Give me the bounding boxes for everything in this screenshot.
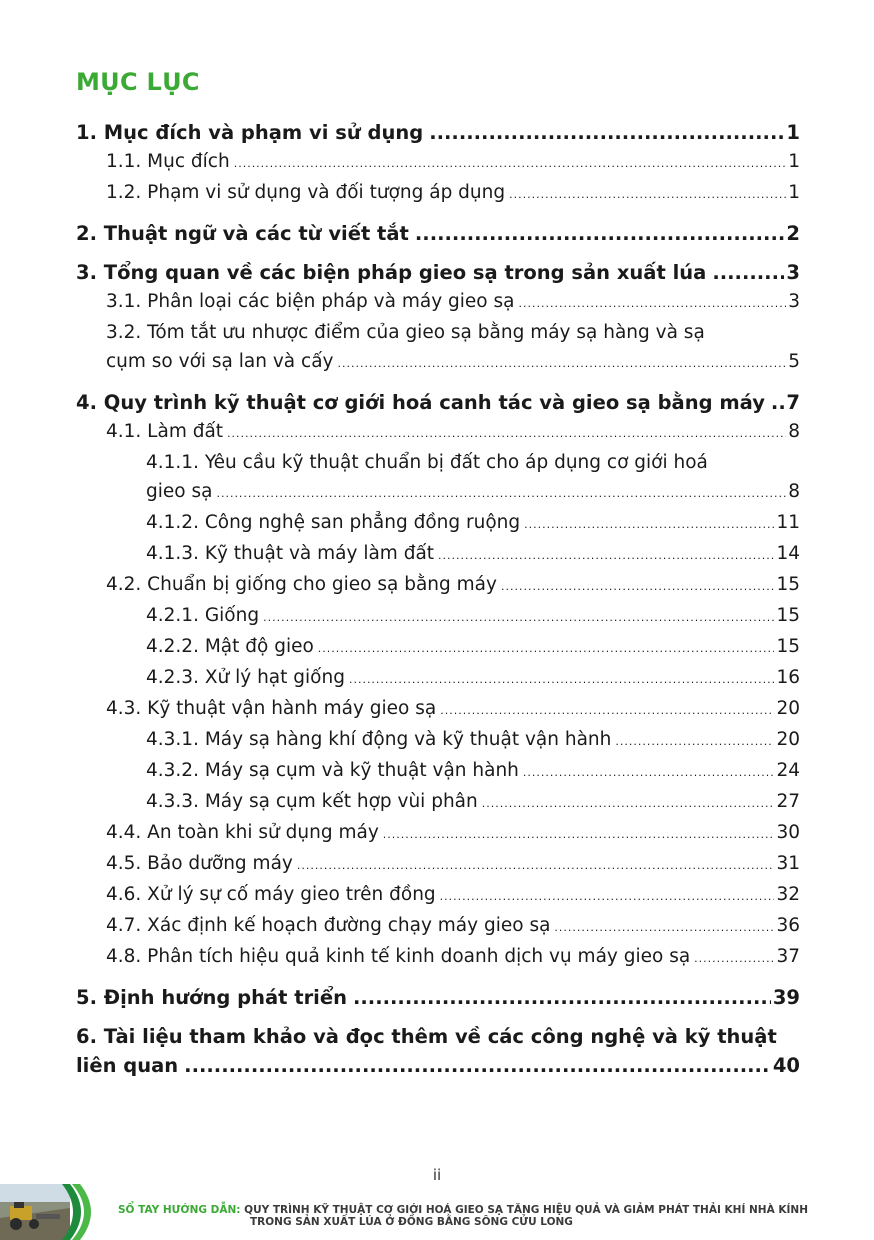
dot-leader [438, 541, 774, 570]
toc-entry-text: 4.3. Kỹ thuật vận hành máy gieo sạ [106, 698, 437, 719]
toc-page-number: 20 [776, 698, 800, 719]
toc-entry-text: 2. Thuật ngữ và các từ viết tắt [76, 222, 409, 245]
toc-entry[interactable] [76, 663, 800, 694]
dot-leader [184, 1051, 771, 1080]
toc-page-number: 30 [776, 822, 800, 843]
footer [0, 1184, 874, 1240]
toc-page-number: 15 [776, 605, 800, 626]
toc-page-number: 14 [776, 543, 800, 564]
footer-line-2: TRONG SẢN XUẤT LÚA Ở ĐỒNG BẰNG SÔNG CỬU LONG [250, 1216, 573, 1228]
toc-entry[interactable] [76, 942, 800, 973]
toc-entry[interactable] [76, 448, 800, 508]
toc-entry-text: 4.1.3. Kỹ thuật và máy làm đất [146, 543, 435, 564]
toc-entry[interactable] [76, 725, 800, 756]
toc-page-number: 36 [776, 915, 800, 936]
toc-entry-text-continued: liên quan [76, 1054, 179, 1077]
toc-entry[interactable] [76, 388, 800, 417]
toc-entry-text: 4.3.3. Máy sạ cụm kết hợp vùi phân [146, 791, 478, 812]
dot-leader [349, 665, 775, 694]
toc-page-number: 27 [776, 791, 800, 812]
dot-leader [297, 851, 775, 880]
toc-entry-text: 3.2. Tóm tắt ưu nhược điểm của gieo sạ bằng máy sạ hàng và sạ [106, 322, 705, 343]
toc-page-number: 32 [776, 884, 800, 905]
footer-line-1: QUY TRÌNH KỸ THUẬT CƠ GIỚI HOÁ GIEO SẠ TĂNG HIỆU QUẢ VÀ GIẢM PHÁT THẢI KHÍ NHÀ KÍNH [244, 1204, 808, 1216]
toc-page-number: 2 [786, 222, 800, 245]
toc-entry-text: 3. Tổng quan về các biện pháp gieo sạ trong sản xuất lúa [76, 261, 707, 284]
dot-leader [509, 180, 786, 209]
toc-page-number: 1 [788, 182, 800, 203]
dot-leader [440, 882, 775, 911]
toc-entry[interactable] [76, 601, 800, 632]
toc-entry[interactable] [76, 258, 800, 287]
toc-entry[interactable] [76, 818, 800, 849]
dot-leader [523, 758, 775, 787]
toc-entry-text: 4.4. An toàn khi sử dụng máy [106, 822, 379, 843]
toc-entry[interactable] [76, 318, 800, 378]
toc-page-number: 3 [788, 291, 800, 312]
dot-leader [337, 349, 786, 378]
toc-entry-text: 4.8. Phân tích hiệu quả kinh tế kinh doanh dịch vụ máy gieo sạ [106, 946, 691, 967]
toc-entry[interactable] [76, 1022, 800, 1080]
toc-page-number: 16 [776, 667, 800, 688]
toc-page-number: 11 [776, 512, 800, 533]
toc-entry-text: 4.3.2. Máy sạ cụm và kỹ thuật vận hành [146, 760, 519, 781]
toc-page-number: 1 [786, 121, 800, 144]
toc-entry[interactable] [76, 694, 800, 725]
dot-leader [482, 789, 775, 818]
toc-page-number: 1 [788, 151, 800, 172]
toc-page-number: 7 [786, 391, 800, 414]
dot-leader [263, 603, 774, 632]
dot-leader [518, 289, 786, 318]
dot-leader [383, 820, 775, 849]
page-title: MỤC LỤC [76, 68, 200, 96]
toc-page-number: 15 [776, 636, 800, 657]
toc-entry[interactable] [76, 787, 800, 818]
toc-entry[interactable] [76, 539, 800, 570]
toc-page-number: 39 [772, 986, 800, 1009]
toc-page-number: 24 [776, 760, 800, 781]
toc-page-number: 15 [776, 574, 800, 595]
toc-entry[interactable] [76, 570, 800, 601]
toc-page-number: 37 [776, 946, 800, 967]
toc-entry-text: 4. Quy trình kỹ thuật cơ giới hoá canh tác và gieo sạ bằng máy [76, 391, 765, 414]
toc-entry-text: 6. Tài liệu tham khảo và đọc thêm về các công nghệ và kỹ thuật [76, 1025, 777, 1048]
toc-entry-text: 1.1. Mục đích [106, 151, 230, 172]
dot-leader [234, 149, 787, 178]
toc-page-number: 8 [788, 421, 800, 442]
toc-entry[interactable] [76, 849, 800, 880]
toc-entry-text: 4.2.3. Xử lý hạt giống [146, 667, 345, 688]
dot-leader [694, 944, 774, 973]
toc-entry[interactable] [76, 508, 800, 539]
toc-entry-text: 4.2. Chuẩn bị giống cho gieo sạ bằng máy [106, 574, 497, 595]
dot-leader [440, 696, 774, 725]
dot-leader [318, 634, 775, 663]
toc-entry[interactable] [76, 287, 800, 318]
toc-entry-text: 4.7. Xác định kế hoạch đường chạy máy gieo sạ [106, 915, 551, 936]
toc-entry-text: 4.1.2. Công nghệ san phẳng đồng ruộng [146, 512, 521, 533]
dot-leader [771, 388, 785, 417]
toc-entry-text: 4.2.1. Giống [146, 605, 260, 626]
footer-field-photo [0, 1184, 96, 1240]
toc-entry-text: 4.1. Làm đất [106, 421, 224, 442]
toc-entry[interactable] [76, 178, 800, 209]
toc-page-number: 3 [786, 261, 800, 284]
toc-entry-text: 4.2.2. Mật độ gieo [146, 636, 314, 657]
toc-entry-text: 5. Định hướng phát triển [76, 986, 347, 1009]
page-number: ii [432, 1166, 442, 1184]
toc-page-number: 20 [776, 729, 800, 750]
toc-entry-text: 4.3.1. Máy sạ hàng khí động và kỹ thuật vận hành [146, 729, 612, 750]
dot-leader [712, 258, 784, 287]
footer-label: SỔ TAY HƯỚNG DẪN: [118, 1204, 241, 1216]
toc-entry[interactable] [76, 983, 800, 1012]
toc-entry-text-continued: gieo sạ [146, 481, 213, 502]
table-of-contents [76, 118, 800, 1080]
dot-leader [524, 510, 774, 539]
toc-entry-text-continued: cụm so với sạ lan và cấy [106, 351, 334, 372]
dot-leader [216, 479, 786, 508]
toc-entry[interactable] [76, 219, 800, 248]
toc-entry-text: 1.2. Phạm vi sử dụng và đối tượng áp dụng [106, 182, 506, 203]
dot-leader [227, 419, 786, 448]
toc-entry[interactable] [76, 118, 800, 147]
dot-leader [501, 572, 774, 601]
toc-page-number: 40 [772, 1054, 800, 1077]
toc-page-number: 5 [788, 351, 800, 372]
dot-leader [554, 913, 774, 942]
toc-page-number: 31 [776, 853, 800, 874]
toc-entry-text: 1. Mục đích và phạm vi sử dụng [76, 121, 424, 144]
toc-entry-text: 4.1.1. Yêu cầu kỹ thuật chuẩn bị đất cho áp dụng cơ giới hoá [146, 452, 708, 473]
toc-entry[interactable] [76, 632, 800, 663]
toc-entry-text: 3.1. Phân loại các biện pháp và máy gieo sạ [106, 291, 515, 312]
toc-entry[interactable] [76, 147, 800, 178]
toc-entry-text: 4.5. Bảo dưỡng máy [106, 853, 293, 874]
footer-caption [118, 1204, 858, 1228]
toc-entry-text: 4.6. Xử lý sự cố máy gieo trên đồng [106, 884, 436, 905]
toc-page-number: 8 [788, 481, 800, 502]
toc-entry[interactable] [76, 756, 800, 787]
dot-leader [353, 983, 771, 1012]
dot-leader [429, 118, 784, 147]
toc-entry[interactable] [76, 911, 800, 942]
toc-entry[interactable] [76, 417, 800, 448]
dot-leader [415, 219, 785, 248]
toc-entry[interactable] [76, 880, 800, 911]
dot-leader [615, 727, 774, 756]
